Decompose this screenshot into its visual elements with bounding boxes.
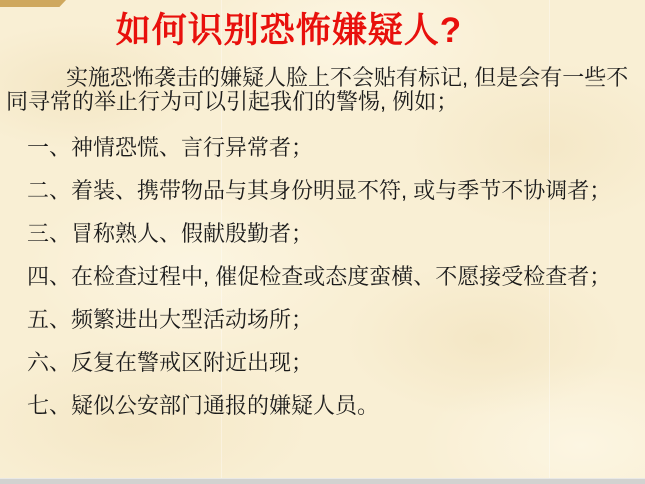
list-item: 四、在检查过程中, 催促检查或态度蛮横、不愿接受检查者；	[27, 264, 612, 289]
list-item: 三、冒称熟人、假献殷勤者；	[27, 221, 314, 246]
intro-paragraph	[6, 66, 640, 114]
list-item: 六、反复在警戒区附近出现；	[27, 350, 314, 375]
list-item: 一、神情恐慌、言行异常者；	[27, 135, 314, 160]
numbered-item-list	[27, 137, 639, 438]
list-item: 二、着装、携带物品与其身份明显不符, 或与季节不协调者；	[27, 178, 612, 203]
top-left-accent-bar	[0, 0, 66, 7]
list-item: 五、频繁进出大型活动场所；	[27, 307, 314, 332]
intro-line: 同寻常的举止行为可以引起我们的警惕, 例如；	[6, 89, 459, 114]
slide-title: 如何识别恐怖嫌疑人?	[115, 11, 463, 50]
intro-line: 实施恐怖袭击的嫌疑人脸上不会贴有标记, 但是会有一些不	[66, 65, 629, 90]
list-item: 七、疑似公安部门通报的嫌疑人员。	[27, 393, 380, 418]
slide-bottom-edge	[0, 478, 645, 484]
